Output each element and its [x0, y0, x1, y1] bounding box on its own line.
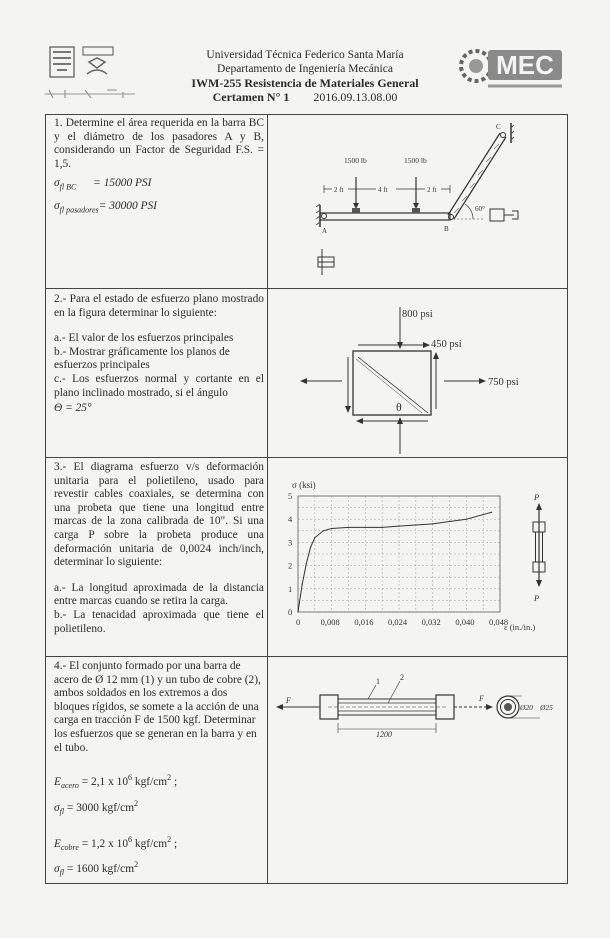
q4-text: 4.- El conjunto formado por una barra de acero de Ø 12 mm (1) y un tubo de cobre (2), ambos soldados en los extremos a dos bloques rígidos, se somete a la acción de una carga en tracción F de 1500 kgf. Determinar los esfuerzos que se generan en la barra y en el tubo.	[54, 660, 261, 754]
q1-load-2: 1500 lb	[404, 156, 427, 165]
exam-header	[150, 48, 460, 104]
chart-x-tick-label: 0,024	[388, 617, 408, 627]
question-4	[54, 660, 264, 880]
chart-ylabel: σ (ksi)	[292, 480, 316, 490]
q2-sigma-x: 750 psi	[488, 377, 519, 388]
q4-figure	[268, 657, 566, 782]
q4-d-outer: Ø25	[540, 703, 553, 712]
chart-point	[306, 563, 307, 564]
course-name: IWM-255 Resistencia de Materiales General	[191, 76, 419, 90]
q2-theta: Θ = 25°	[54, 402, 92, 415]
q4-e-cobre: $E_{cobre} = 1,2$ x $10^6$ kgf/$cm^2$ ;	[54, 834, 178, 852]
chart-point	[432, 523, 433, 524]
q4-part-1: 1	[376, 677, 380, 686]
q1-text: 1. Determine el área requerida en la barra BC y el diámetro de los pasadores A y B, considerando un Factor de Seguridad F.S. = 1,5.	[54, 117, 264, 170]
q3-item-b: b.- La tenacidad aproximada que tiene el polietileno.	[54, 608, 264, 635]
q1-load-1: 1500 lb	[344, 156, 367, 165]
chart-x-tick-label: 0,008	[320, 617, 340, 627]
chart-point	[323, 530, 324, 531]
q2-sigma-y: 800 psi	[402, 309, 433, 320]
stress-strain-chart	[268, 458, 566, 655]
chart-point	[310, 546, 311, 547]
chart-point	[466, 519, 467, 520]
q1-dim-2: 4 ft	[378, 186, 388, 194]
chart-y-tick-label: 5	[288, 491, 293, 501]
mec-logo-text: MEC	[496, 50, 554, 80]
chart-point	[449, 521, 450, 522]
q4-d-inner: Ø20	[520, 703, 533, 712]
q2-intro: 2.- Para el estado de esfuerzo plano mostrado en la figura determinar lo siguiente:	[54, 293, 264, 319]
chart-x-tick-label: 0	[296, 617, 301, 627]
chart-ticks	[288, 491, 508, 627]
q1-sigma-bc: $\sigma_{fl BC} = 15000$ PSI	[54, 177, 152, 192]
chart-point	[348, 527, 349, 528]
chart-point	[483, 514, 484, 515]
q1-dim-3: 2 ft	[427, 186, 437, 194]
chart-x-tick-label: 0,032	[421, 617, 441, 627]
q3-item-a: a.- La longitud aproximada de la distancia entre marcas cuando se retira la carga.	[54, 581, 264, 608]
chart-series-line	[298, 512, 492, 612]
chart-point	[382, 527, 383, 528]
chart-y-tick-label: 3	[288, 537, 293, 548]
q2-figure	[268, 289, 566, 461]
chart-y-tick-label: 4	[288, 514, 293, 525]
q4-sigma-cobre: $\sigma_{fl} = 1600$ kgf/$cm^2$	[54, 860, 139, 878]
q2-item-a: a.- El valor de los esfuerzos principales	[54, 332, 234, 345]
department-name: Departamento de Ingeniería Mecánica	[217, 63, 393, 75]
chart-point	[398, 526, 399, 527]
question-2	[54, 293, 264, 416]
chart-y-tick-label: 1	[288, 583, 293, 594]
chart-point	[365, 527, 366, 528]
chart-x-tick-label: 0,048	[489, 617, 509, 627]
q4-part-2: 2	[400, 673, 404, 682]
university-logo	[45, 44, 137, 104]
exam-date: 2016.09.13.08.00	[313, 90, 398, 104]
chart-y-origin-label: 0	[288, 607, 293, 617]
q1-angle: 60°	[475, 205, 485, 213]
exam-title: Certamen N° 1	[212, 90, 290, 104]
chart-y-tick-label: 2	[288, 560, 293, 571]
q1-dim-1: 2 ft	[334, 186, 344, 194]
q4-length: 1200	[376, 730, 392, 739]
q3-figure	[268, 458, 566, 660]
chart-point	[331, 528, 332, 529]
q3-load-bottom: P	[534, 593, 540, 603]
q4-force-left: F	[286, 696, 291, 705]
question-3	[54, 461, 264, 636]
q1-figure	[268, 115, 566, 292]
q1-pin-b: B	[444, 225, 449, 233]
mec-logo	[458, 44, 566, 92]
q3-load-top: P	[534, 492, 540, 502]
chart-point	[491, 512, 492, 513]
q2-tau-xy: 450 psi	[431, 339, 462, 350]
chart-xlabel: ε (in./in.)	[504, 622, 536, 632]
chart-point	[415, 524, 416, 525]
chart-grid	[298, 496, 500, 612]
exam-line	[150, 90, 460, 104]
chart-point	[314, 537, 315, 538]
q1-sigma-pasadores: $\sigma_{fl pasadores}= 30000$ PSI	[54, 200, 157, 215]
chart-x-tick-label: 0,016	[354, 617, 374, 627]
q1-pin-a: A	[322, 227, 328, 235]
chart-point	[302, 584, 303, 585]
q4-sigma-acero: $\sigma_{fl} = 3000$ kgf/$cm^2$	[54, 798, 139, 816]
q2-item-b: b.- Mostrar gráficamente los planos de esfuerzos principales	[54, 345, 230, 372]
chart-x-tick-label: 0,040	[455, 617, 475, 627]
q1-pin-c: C	[496, 123, 501, 131]
q2-theta-label: θ	[396, 400, 402, 414]
question-1	[54, 117, 264, 217]
q2-item-c: c.- Los esfuerzos normal y cortante en el plano inclinado mostrado, si el ángulo	[54, 372, 264, 399]
q3-text: 3.- El diagrama esfuerzo v/s deformación unitaria para el polietileno, usado para revestir cables coaxiales, se determina con una probeta que tiene una longitud entre marcas de la zona calibrada de 10". Si una carga P sobre la probeta produce una deformación unitaria de 0,0024 inch/inch, determinar lo siguiente:	[54, 461, 264, 569]
university-name: Universidad Técnica Federico Santa María	[206, 49, 404, 61]
q4-force-right: F	[479, 694, 484, 703]
q4-e-acero: $E_{acero} = 2,1$ x $10^6$ kgf/$cm^2$ ;	[54, 773, 178, 791]
chart-point	[297, 611, 298, 612]
